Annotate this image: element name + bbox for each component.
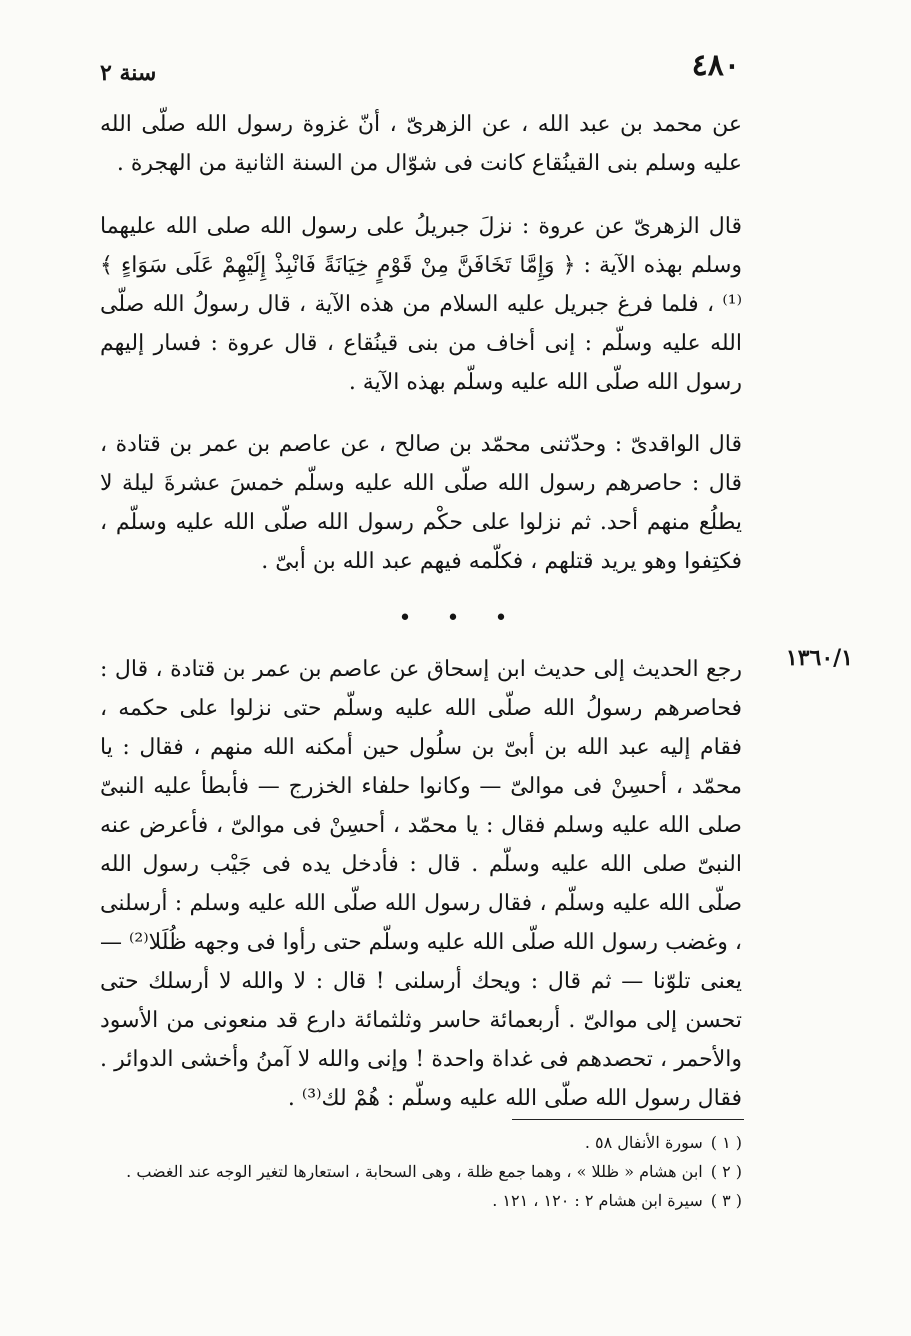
footnote-2: [100, 1157, 742, 1186]
footnotes: [100, 1128, 742, 1215]
page-header: [100, 48, 740, 98]
paragraph-text: عن محمد بن عبد الله ، عن الزهرىّ ، أنّ غزوة رسول الله صلّى الله عليه وسلم بنى القينُقاع كانت فى شوّال من السنة الثانية من الهجرة .: [100, 112, 742, 176]
footnote-1: [100, 1128, 742, 1157]
section-number: ١٣٦٠/١: [785, 645, 853, 671]
paragraph-text: قال الواقدىّ : وحدّثنى محمّد بن صالح ، عن عاصم بن عمر بن قتادة ، قال : حاصرهم رسول الله صلّى الله عليه وسلّم خمسَ عشرةَ ليلة لا يطلُع منهم أحد. ثم نزلوا على حكْم رسول الله صلّى الله عليه وسلّم ، فكتِفوا وهو يريد قتلهم ، فكلّمه فيهم عبد الله بن أبىّ .: [100, 432, 742, 574]
footnote-number: ( ١ ): [710, 1133, 742, 1152]
paragraph-4: [100, 650, 742, 1118]
paragraph-text: رجع الحديث إلى حديث ابن إسحاق عن عاصم بن عمر بن قتادة ، قال : فحاصرهم رسولُ الله صلّى الله عليه وسلّم حتى نزلوا على حكمه ، فقام إليه عبد الله بن أبىّ بن سلُول حين أمكنه الله منهم ، فقال : يا محمّد ، أحسِنْ فى موالىّ — وكانوا حلفاء الخزرج — فأبطأ عليه النبىّ صلى الله عليه وسلم فقال : يا محمّد ، أحسِنْ فى موالىّ ، فأعرض عنه النبىّ صلى الله عليه وسلّم . قال : فأدخل يده فى جَيْب رسول الله صلّى الله عليه وسلّم ، فقال رسول الله صلّى الله عليه وسلم : أرسلنى ، وغضب رسول الله صلّى الله عليه وسلّم حتى رأوا فى وجهه ظُلَلا⁽²⁾ — يعنى تلوّنا — ثم قال : ويحك أرسلنى ! قال : لا والله لا أرسلك حتى تحسن إلى موالىّ . أربعمائة حاسر وثلثمائة دارع قد منعونى من الأسود والأحمر ، تحصدهم فى غداة واحدة ! وإنى والله لا آمنُ وأخشى الدوائر . فقال رسول الله صلّى الله عليه وسلّم : هُمْ لك⁽³⁾ .: [100, 657, 742, 1111]
footnote-text: سورة الأنفال ٥٨ .: [584, 1133, 703, 1152]
year-label: سنة ٢: [100, 60, 157, 86]
footnote-3: [100, 1186, 742, 1215]
paragraph-text: قال الزهرىّ عن عروة : نزلَ جبريلُ على رسول الله صلى الله عليهما وسلم بهذه الآية : ﴿ وَإِمَّا تَخَافَنَّ مِنْ قَوْمٍ خِيَانَةً فَانْبِذْ إِلَيْهِمْ عَلَى سَوَاءٍ ﴾⁽¹⁾ ، فلما فرغ جبريل عليه السلام من هذه الآية ، قال رسولُ الله صلّى الله عليه وسلّم : إنى أخاف من بنى قينُقاع ، قال عروة : فسار إليهم رسول الله صلّى الله عليه وسلّم بهذه الآية .: [100, 214, 742, 395]
paragraph-1: [100, 105, 742, 183]
footnote-number: ( ٢ ): [710, 1162, 742, 1181]
footnote-text: ابن هشام « ظللا » ، وهما جمع ظلة ، وهى السحابة ، استعارها لتغير الوجه عند الغضب .: [126, 1162, 703, 1181]
page-number: ٤٨٠: [691, 48, 740, 83]
section-separator: • • •: [398, 606, 522, 631]
footnote-number: ( ٣ ): [710, 1191, 742, 1210]
footnote-text: سيرة ابن هشام ٢ : ١٢٠ ، ١٢١ .: [492, 1191, 703, 1210]
paragraph-3: [100, 425, 742, 581]
paragraph-2: [100, 207, 742, 402]
footnote-rule: [512, 1119, 744, 1120]
